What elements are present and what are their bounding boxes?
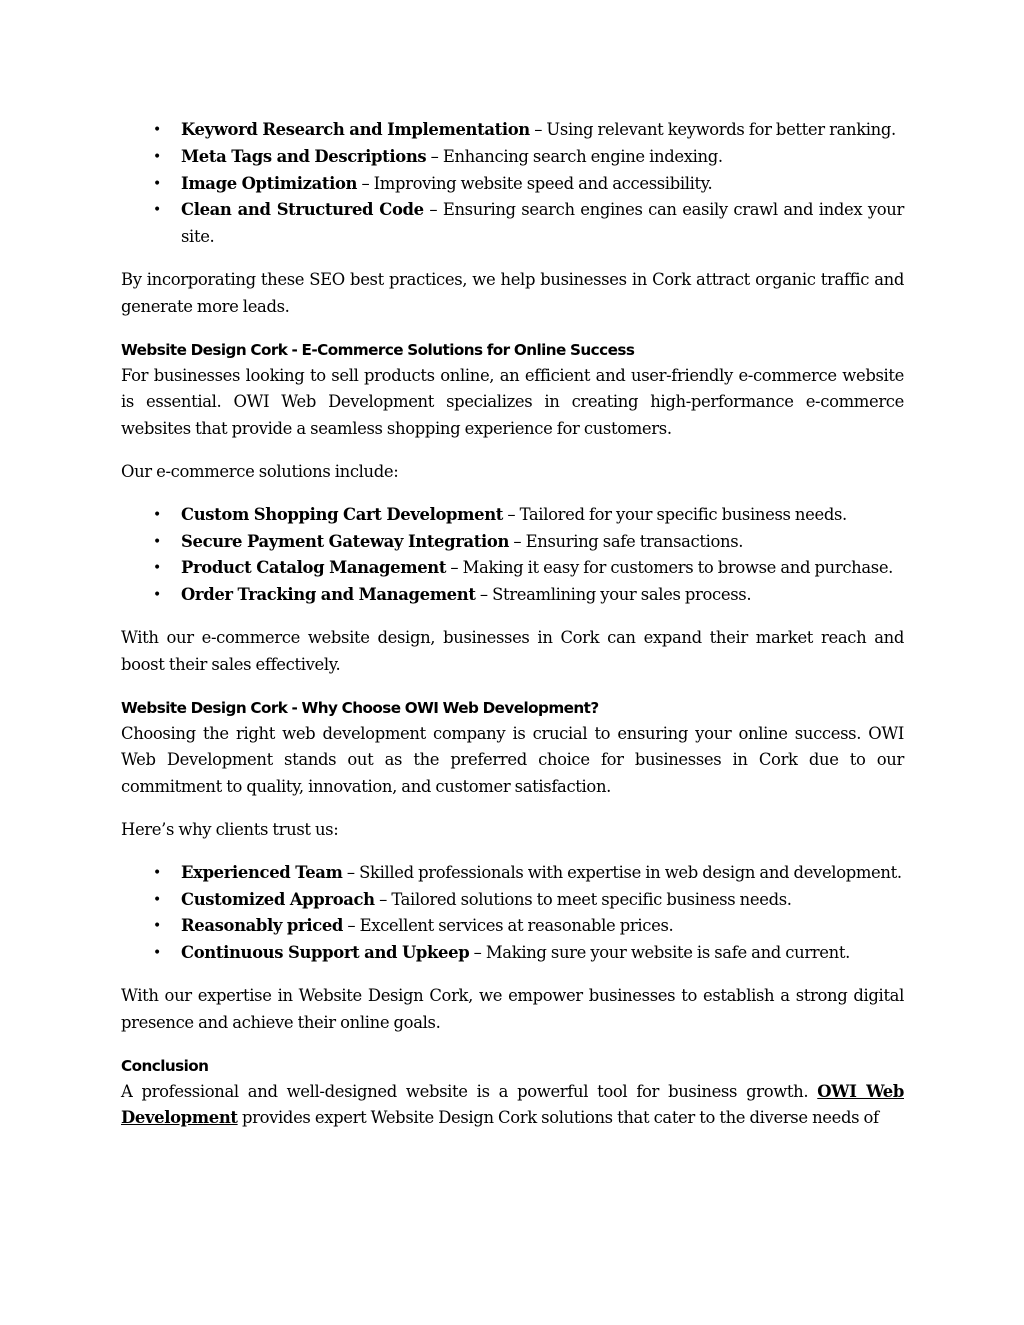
- list-item-description: – Making it easy for customers to browse and purchase.: [446, 558, 894, 578]
- list-item-description: – Enhancing search engine indexing.: [426, 146, 723, 166]
- list-item: [153, 555, 904, 582]
- bullet-icon: •: [153, 945, 161, 962]
- conclusion-heading: Conclusion: [121, 1056, 209, 1075]
- list-item-description: – Using relevant keywords for better ranking.: [529, 120, 896, 139]
- list-item: [153, 582, 904, 609]
- list-item: [153, 197, 904, 251]
- document-page: [121, 117, 904, 1132]
- bullet-icon: •: [153, 587, 161, 604]
- ecommerce-intro-paragraph: For businesses looking to sell products online, an efficient and user-friendly e-commerce website is essential. OWI Web Development specializes in creating high-performance e-commerce websites that provide a seamless shopping experience for customers.: [121, 365, 904, 439]
- list-item: [153, 887, 904, 914]
- expertise-summary-paragraph: With our expertise in Website Design Cork, we empower businesses to establish a strong digital presence and achieve their online goals.: [121, 985, 904, 1032]
- conclusion-lead-text: A professional and well-designed website is a powerful tool for business growth.: [121, 1081, 818, 1101]
- conclusion-tail-text: provides expert Website Design Cork solutions that cater to the diverse needs of: [237, 1108, 879, 1128]
- trust-intro: Here’s why clients trust us:: [121, 819, 339, 839]
- seo-summary-paragraph: By incorporating these SEO best practices, we help businesses in Cork attract organic traffic and generate more leads.: [121, 269, 904, 316]
- list-item-description: – Ensuring safe transactions.: [509, 531, 744, 551]
- list-item: [153, 144, 904, 171]
- list-item: [153, 117, 904, 144]
- list-item-term: Keyword Research and Implementation: [181, 120, 530, 139]
- bullet-icon: •: [153, 864, 161, 881]
- bullet-icon: •: [153, 202, 161, 219]
- list-item: [153, 502, 904, 529]
- list-item-description: – Skilled professionals with expertise in web design and development.: [342, 862, 902, 882]
- bullet-icon: •: [153, 891, 161, 908]
- bullet-icon: •: [153, 175, 161, 192]
- list-item-term: Reasonably priced: [181, 916, 344, 936]
- conclusion-paragraph: [121, 1079, 904, 1133]
- why-choose-paragraph: Choosing the right web development company is crucial to ensuring your online success. OWI Web Development stands out as the preferred choice for businesses in Cork due to our commitment to quality, innovation, and customer satisfaction.: [121, 723, 904, 797]
- list-item-term: Order Tracking and Management: [181, 585, 476, 605]
- list-item-term: Customized Approach: [181, 889, 375, 909]
- ecommerce-heading: Website Design Cork - E-Commerce Solutions for Online Success: [121, 340, 635, 359]
- list-item: [153, 913, 904, 940]
- bullet-icon: •: [153, 918, 161, 935]
- seo-practices-list: [121, 117, 904, 251]
- bullet-icon: •: [153, 122, 161, 138]
- bullet-icon: •: [153, 506, 161, 523]
- list-item-term: Custom Shopping Cart Development: [181, 504, 504, 524]
- list-item-description: – Excellent services at reasonable prices.: [343, 916, 674, 936]
- list-item-term: Clean and Structured Code: [181, 200, 424, 220]
- list-item-description: – Improving website speed and accessibility.: [357, 173, 713, 193]
- trust-reasons-list: [121, 860, 904, 967]
- list-item: [153, 171, 904, 198]
- list-item: [153, 529, 904, 556]
- list-item-term: Continuous Support and Upkeep: [181, 943, 470, 963]
- list-item: [153, 860, 904, 887]
- ecommerce-solutions-list: [121, 502, 904, 609]
- list-item-term: Meta Tags and Descriptions: [181, 146, 427, 166]
- bullet-icon: •: [153, 560, 161, 577]
- list-item-description: – Tailored solutions to meet specific business needs.: [374, 889, 792, 909]
- list-item: [153, 940, 904, 967]
- ecommerce-solutions-intro: Our e-commerce solutions include:: [121, 461, 399, 481]
- why-choose-heading: Website Design Cork - Why Choose OWI Web Development?: [121, 698, 599, 717]
- list-item-term: Product Catalog Management: [181, 558, 447, 578]
- bullet-icon: •: [153, 148, 161, 165]
- bullet-icon: •: [153, 533, 161, 550]
- list-item-term: Experienced Team: [181, 862, 343, 882]
- list-item-term: Secure Payment Gateway Integration: [181, 531, 510, 551]
- list-item-description: – Making sure your website is safe and current.: [469, 943, 850, 963]
- ecommerce-summary-paragraph: With our e-commerce website design, businesses in Cork can expand their market reach and boost their sales effectively.: [121, 627, 904, 674]
- list-item-description: – Ensuring search engines can easily crawl and index your site.: [181, 200, 904, 247]
- list-item-description: – Streamlining your sales process.: [475, 585, 752, 605]
- list-item-term: Image Optimization: [181, 173, 358, 193]
- list-item-description: – Tailored for your specific business needs.: [503, 504, 847, 524]
- owi-web-development-link[interactable]: OWI Web Development: [121, 1081, 904, 1128]
